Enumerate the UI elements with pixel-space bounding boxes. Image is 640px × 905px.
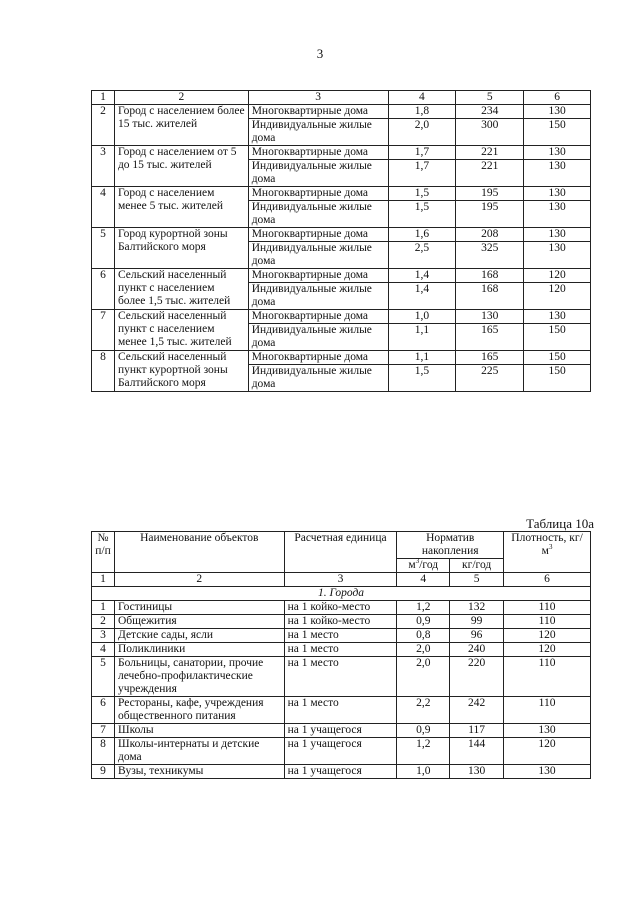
density: 130 [524, 201, 591, 228]
settlement-type: Город с населением менее 5 тыс. жителей [114, 187, 248, 228]
row-number: 5 [92, 657, 115, 697]
header-kg-per-year: кг/год [450, 559, 504, 573]
density: 150 [524, 324, 591, 351]
table-row [92, 601, 591, 615]
row-number: 8 [92, 738, 115, 765]
norm-kg: 325 [456, 242, 524, 269]
density: 120 [524, 269, 591, 283]
table-row [92, 657, 591, 697]
norm-m3: 2,2 [397, 697, 450, 724]
settlement-type: Сельский населенный пункт с населением менее 1,5 тыс. жителей [114, 310, 248, 351]
unit: на 1 учащегося [284, 765, 397, 779]
norm-m3: 1,0 [388, 310, 456, 324]
table-row [92, 765, 591, 779]
header-norm: Норматив накопления [397, 532, 504, 559]
row-number: 6 [92, 697, 115, 724]
table-row [92, 697, 591, 724]
column-number: 3 [248, 91, 388, 105]
norm-kg: 144 [450, 738, 504, 765]
table-row [92, 228, 591, 242]
norm-kg: 242 [450, 697, 504, 724]
norm-kg: 234 [456, 105, 524, 119]
object-name: Больницы, санатории, прочие лечебно-профилактические учреждения [114, 657, 284, 697]
table-row [92, 105, 591, 119]
norm-kg: 195 [456, 187, 524, 201]
housing-type: Индивидуальные жилые дома [248, 201, 388, 228]
row-number: 3 [92, 146, 115, 187]
norm-kg: 117 [450, 724, 504, 738]
norm-m3: 1,1 [388, 324, 456, 351]
settlement-type: Город с населением более 15 тыс. жителей [114, 105, 248, 146]
row-number: 5 [92, 228, 115, 269]
header-unit: Расчетная единица [284, 532, 397, 573]
table-row [92, 629, 591, 643]
density: 130 [524, 187, 591, 201]
norm-kg: 208 [456, 228, 524, 242]
density: 150 [524, 119, 591, 146]
row-number: 4 [92, 643, 115, 657]
column-number: 2 [114, 91, 248, 105]
object-name: Школы [114, 724, 284, 738]
header-density: Плотность, $кг/м^3$ [504, 532, 591, 573]
unit: на 1 место [284, 657, 397, 697]
header-num: № п/п [92, 532, 115, 573]
table-row [92, 643, 591, 657]
object-name: Вузы, техникумы [114, 765, 284, 779]
housing-type: Многоквартирные дома [248, 269, 388, 283]
housing-type: Многоквартирные дома [248, 146, 388, 160]
table-row [92, 724, 591, 738]
settlement-type: Город с населением от 5 до 15 тыс. жителей [114, 146, 248, 187]
housing-type: Индивидуальные жилые дома [248, 365, 388, 392]
norm-kg: 300 [456, 119, 524, 146]
density: 120 [504, 643, 591, 657]
norm-kg: 240 [450, 643, 504, 657]
density: 130 [524, 310, 591, 324]
norm-kg: 165 [456, 351, 524, 365]
norm-m3: 1,2 [397, 601, 450, 615]
row-number: 7 [92, 724, 115, 738]
unit: на 1 учащегося [284, 738, 397, 765]
density: 120 [524, 283, 591, 310]
housing-type: Индивидуальные жилые дома [248, 242, 388, 269]
unit: на 1 койко-место [284, 615, 397, 629]
section-title: 1. Города [92, 587, 591, 601]
table-row [92, 615, 591, 629]
object-name: Рестораны, кафе, учреждения общественного питания [114, 697, 284, 724]
density: 120 [504, 738, 591, 765]
settlement-type: Сельский населенный пункт с населением более 1,5 тыс. жителей [114, 269, 248, 310]
density: 130 [504, 765, 591, 779]
unit: на 1 койко-место [284, 601, 397, 615]
norm-m3: 1,7 [388, 160, 456, 187]
housing-type: Многоквартирные дома [248, 310, 388, 324]
column-number: 3 [284, 573, 397, 587]
column-numbers-row [92, 573, 591, 587]
unit: на 1 место [284, 629, 397, 643]
housing-type: Индивидуальные жилые дома [248, 119, 388, 146]
row-number: 4 [92, 187, 115, 228]
norm-m3: 0,9 [397, 615, 450, 629]
column-number: 5 [450, 573, 504, 587]
header-m3-per-year: $м^3$/год [397, 559, 450, 573]
table-row [92, 738, 591, 765]
norm-kg: 130 [450, 765, 504, 779]
norm-kg: 165 [456, 324, 524, 351]
housing-type: Индивидуальные жилые дома [248, 283, 388, 310]
object-name: Общежития [114, 615, 284, 629]
norm-m3: 2,5 [388, 242, 456, 269]
column-number: 1 [92, 573, 115, 587]
norm-kg: 99 [450, 615, 504, 629]
density: 110 [504, 697, 591, 724]
density: 110 [504, 657, 591, 697]
table-row [92, 269, 591, 283]
density: 130 [504, 724, 591, 738]
housing-type: Многоквартирные дома [248, 228, 388, 242]
row-number: 8 [92, 351, 115, 392]
column-number: 4 [397, 573, 450, 587]
norm-kg: 168 [456, 269, 524, 283]
norm-m3: 0,9 [397, 724, 450, 738]
row-number: 1 [92, 601, 115, 615]
settlement-type: Город курортной зоны Балтийского моря [114, 228, 248, 269]
density: 150 [524, 351, 591, 365]
norm-kg: 225 [456, 365, 524, 392]
table-row [92, 187, 591, 201]
norm-m3: 1,4 [388, 283, 456, 310]
table-row [92, 146, 591, 160]
object-name: Детские сады, ясли [114, 629, 284, 643]
table-row [92, 351, 591, 365]
column-number: 6 [524, 91, 591, 105]
density: 120 [504, 629, 591, 643]
norm-m3: 2,0 [388, 119, 456, 146]
density: 130 [524, 160, 591, 187]
density: 110 [504, 601, 591, 615]
density: 150 [524, 365, 591, 392]
norm-m3: 1,6 [388, 228, 456, 242]
waste-norms-table-10a [91, 531, 591, 779]
row-number: 9 [92, 765, 115, 779]
row-number: 7 [92, 310, 115, 351]
housing-type: Многоквартирные дома [248, 105, 388, 119]
norm-m3: 2,0 [397, 657, 450, 697]
norm-m3: 1,2 [397, 738, 450, 765]
density: 130 [524, 242, 591, 269]
norm-m3: 1,7 [388, 146, 456, 160]
housing-type: Многоквартирные дома [248, 351, 388, 365]
column-number: 5 [456, 91, 524, 105]
norm-kg: 221 [456, 160, 524, 187]
housing-type: Индивидуальные жилые дома [248, 324, 388, 351]
column-number: 4 [388, 91, 456, 105]
row-number: 2 [92, 105, 115, 146]
density: 130 [524, 228, 591, 242]
page-number: 3 [316, 46, 324, 61]
unit: на 1 учащегося [284, 724, 397, 738]
object-name: Поликлиники [114, 643, 284, 657]
norm-m3: 1,4 [388, 269, 456, 283]
norm-kg: 195 [456, 201, 524, 228]
column-number: 1 [92, 91, 115, 105]
unit: на 1 место [284, 643, 397, 657]
norm-kg: 168 [456, 283, 524, 310]
norm-m3: 1,5 [388, 365, 456, 392]
norm-m3: 1,5 [388, 187, 456, 201]
norm-m3: 1,0 [397, 765, 450, 779]
waste-norms-table-continued [91, 90, 591, 392]
row-number: 2 [92, 615, 115, 629]
norm-m3: 1,1 [388, 351, 456, 365]
norm-kg: 220 [450, 657, 504, 697]
object-name: Школы-интернаты и детские дома [114, 738, 284, 765]
norm-kg: 221 [456, 146, 524, 160]
housing-type: Многоквартирные дома [248, 187, 388, 201]
table-row [92, 310, 591, 324]
row-number: 3 [92, 629, 115, 643]
housing-type: Индивидуальные жилые дома [248, 160, 388, 187]
norm-kg: 132 [450, 601, 504, 615]
table-caption: Таблица 10а [526, 516, 594, 531]
norm-m3: 1,8 [388, 105, 456, 119]
norm-kg: 130 [456, 310, 524, 324]
column-number: 6 [504, 573, 591, 587]
norm-kg: 96 [450, 629, 504, 643]
norm-m3: 0,8 [397, 629, 450, 643]
settlement-type: Сельский населенный пункт курортной зоны Балтийского моря [114, 351, 248, 392]
density: 130 [524, 105, 591, 119]
norm-m3: 2,0 [397, 643, 450, 657]
density: 130 [524, 146, 591, 160]
density: 110 [504, 615, 591, 629]
unit: на 1 место [284, 697, 397, 724]
column-numbers-row [92, 91, 591, 105]
column-number: 2 [114, 573, 284, 587]
object-name: Гостиницы [114, 601, 284, 615]
norm-m3: 1,5 [388, 201, 456, 228]
row-number: 6 [92, 269, 115, 310]
header-name: Наименование объектов [114, 532, 284, 573]
